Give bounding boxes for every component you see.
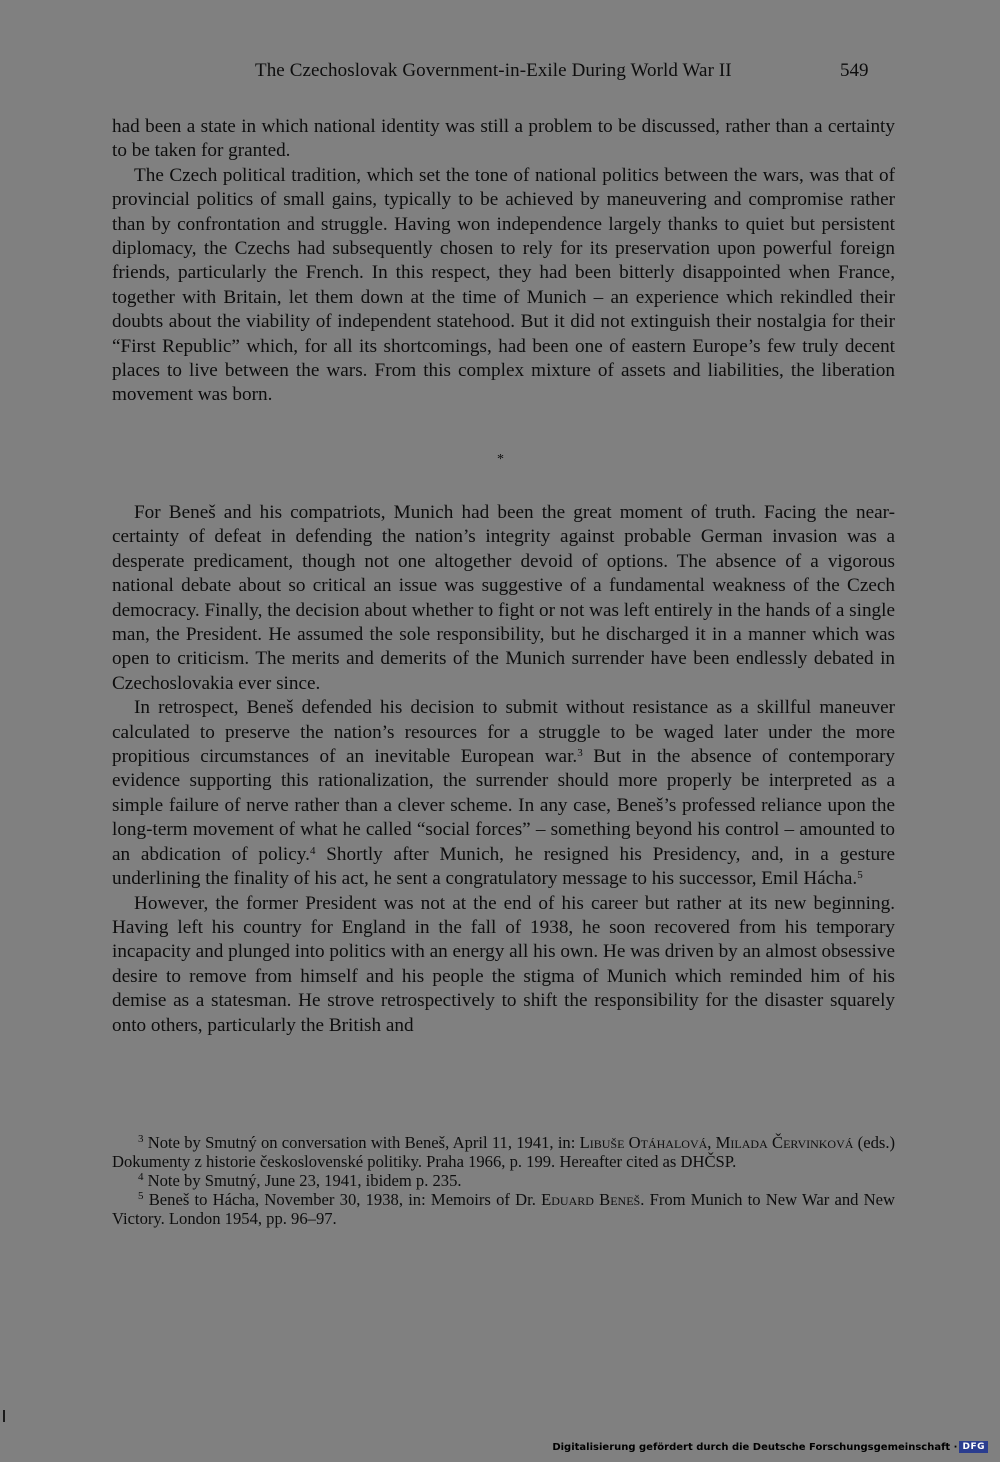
footnote-number: 5 [138, 1190, 144, 1202]
footnote-text: (eds.) Dokumenty z historie československé politiky. Praha 1966, p. 199. Hereafter cited as DHČSP. [112, 1133, 896, 1171]
footnote-text: . From Munich to New War and New Victory. London 1954, pp. 96–97. [112, 1190, 895, 1228]
footnote-text: Note by Smutný on conversation with Beneš, April 11, 1941, in: [143, 1133, 580, 1152]
footnote [112, 1190, 895, 1228]
text-block-after-break [112, 501, 895, 1038]
footnote [112, 1171, 895, 1190]
footnote-ref[interactable]: 4 [309, 844, 316, 857]
section-separator: * [497, 452, 504, 467]
footnote-ref[interactable]: 3 [577, 747, 583, 760]
credit-text: Digitalisierung gefördert durch die Deutsche Forschungsgemeinschaft · [552, 1441, 958, 1453]
paragraph: For Beneš and his compatriots, Munich had been the great moment of truth. Facing the near-certainty of defeat in defending the nation’s integrity against probable German invasion was a desperate predicament, though not one altogether devoid of options. The absence of a vigorous national debate about so critical an issue was suggestive of a fundamental weakness of the Czech democracy. Finally, the decision about whether to fight or not was left entirely in the hands of a single man, the President. He assumed the sole responsibility, but he discharged it in a manner which was open to criticism. The merits and demerits of the Munich surrender have been endlessly debated in Czechoslovakia ever since. [112, 502, 895, 694]
paragraph [112, 696, 895, 891]
text-block-before-break [112, 115, 895, 408]
footnote-author: Eduard Beneš [541, 1190, 641, 1209]
paragraph-text: But in the absence of contemporary evidence supporting this rationalization, the surrender should more properly be interpreted as a simple failure of nerve rather than a clever scheme. In any case, Beneš’s professed reliance upon the long-term movement of what he called “social forces” – something beyond his control – amounted to an abdication of policy. [112, 746, 895, 865]
paragraph: However, the former President was not at the end of his career but rather at its new beginning. Having left his country for England in the fall of 1938, he soon recovered from his temporary incapacity and plunged into politics with an energy all his own. He was driven by an almost obsessive desire to remove from himself and his people the stigma of Munich which reminded him of his demise as a statesman. He strove retrospectively to shift the responsibility for the disaster squarely onto others, particularly the British and [112, 892, 895, 1036]
footnote-authors: Libuše Otáhalová, Milada Červinková [579, 1133, 854, 1152]
dfg-logo: DFG [959, 1441, 988, 1453]
footnote-text: Beneš to Hácha, November 30, 1938, in: Memoirs of Dr. [143, 1190, 542, 1209]
footnote-text: Note by Smutný, June 23, 1941, ibidem p. 235. [143, 1171, 462, 1190]
scan-artifact [3, 1410, 5, 1422]
footnotes [112, 1133, 895, 1228]
paragraph-text: Shortly after Munich, he resigned his Presidency, and, in a gesture underlining the finality of his act, he sent a congratulatory message to his successor, Emil Hácha. [112, 843, 895, 890]
footnote-number: 3 [138, 1133, 144, 1145]
page-number: 549 [840, 60, 869, 81]
footnote [112, 1133, 895, 1171]
paragraph: The Czech political tradition, which set the tone of national politics between the wars, was that of provincial politics of small gains, typically to be achieved by maneuvering and compromise rather than by confrontation and struggle. Having won independence largely thanks to quiet but persistent diplomacy, the Czechs had subsequently chosen to rely for its preservation upon powerful foreign friends, particularly the French. In this respect, they had been bitterly disappointed when France, together with Britain, let them down at the time of Munich – an experience which rekindled their doubts about the viability of independent statehood. But it did not extinguish their nostalgia for their “First Republic” which, for all its shortcomings, had been one of eastern Europe’s few truly decent places to live between the wars. From this complex mixture of assets and liabilities, the liberation movement was born. [112, 164, 895, 406]
paragraph: had been a state in which national identity was still a problem to be discussed, rather than a certainty to be taken for granted. [112, 116, 895, 162]
footnote-number: 4 [138, 1171, 144, 1183]
footnote-ref[interactable]: 5 [857, 869, 863, 882]
running-title: The Czechoslovak Government-in-Exile During World War II [255, 60, 732, 81]
paragraph-text: In retrospect, Beneš defended his decision to submit without resistance as a skillful maneuver calculated to preserve the nation’s resources for a struggle to be waged later under the more propitious circumstances of an inevitable European war. [112, 697, 895, 768]
digitization-credit [552, 1441, 988, 1453]
